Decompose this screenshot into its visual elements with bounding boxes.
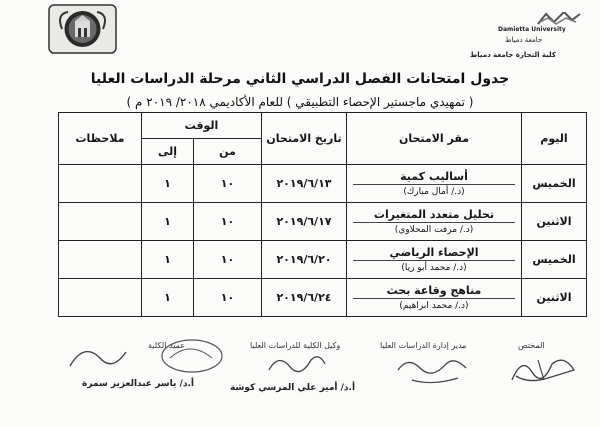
location-cell (347, 279, 522, 317)
subject-name: الإحصاء الرياضي (389, 245, 479, 259)
from-cell: ١٠ (194, 165, 262, 203)
university-seal-logo (48, 4, 117, 54)
table-row (59, 241, 587, 279)
notes-cell (59, 203, 142, 241)
header-date: تاريخ الامتحان (262, 113, 347, 165)
employee-title: المختص (518, 341, 545, 350)
to-cell: ١ (142, 203, 194, 241)
location-cell (347, 165, 522, 203)
from-cell: ١٠ (194, 241, 262, 279)
date-cell: ٢٠١٩/٦/٢٤ (262, 279, 347, 317)
subject-name: أساليب كمية (400, 169, 468, 183)
exam-schedule-table (58, 112, 587, 317)
from-cell: ١٠ (194, 203, 262, 241)
header-notes: ملاحظات (59, 113, 142, 165)
to-cell: ١ (142, 241, 194, 279)
vice-dean-signature (265, 350, 329, 380)
document-title: جدول امتحانات الفصل الدراسي الثاني مرحلة الدراسات العليا (90, 71, 510, 87)
date-cell: ٢٠١٩/٦/١٣ (262, 165, 347, 203)
to-cell: ١ (142, 279, 194, 317)
subject-name: مناهج وقاعة بحث (386, 283, 482, 297)
header-from: من (194, 139, 262, 165)
subject-name: تحليل متعدد المتغيرات (373, 207, 495, 221)
professor-name: (د./ محمد ابراهيم) (399, 300, 469, 311)
vice-dean-title: وكيل الكلية للدراسات العليا (250, 341, 341, 350)
header-time: الوقت (142, 113, 262, 139)
date-cell: ٢٠١٩/٦/١٧ (262, 203, 347, 241)
dean-title: عميد الكلية (148, 341, 185, 350)
university-name-arabic: جامعة دمياط (505, 36, 543, 44)
professor-name: (د./ أمال مبارك) (403, 186, 465, 197)
document-subtitle: ( تمهيدي ماجستير الإحصاء التطبيقي ) للعام الأكاديمي ٢٠١٨/ ٢٠١٩ م ) (126, 95, 474, 109)
table-row (59, 165, 587, 203)
date-cell: ٢٠١٩/٦/٢٠ (262, 241, 347, 279)
notes-cell (59, 279, 142, 317)
table-header-row (59, 113, 587, 139)
table-row (59, 203, 587, 241)
day-cell: الخميس (522, 165, 587, 203)
dean-signature-and-stamp (60, 336, 230, 384)
manager-title: مدير إدارة الدراسات العليا (380, 341, 467, 350)
from-cell: ١٠ (194, 279, 262, 317)
table-row (59, 279, 587, 317)
dean-name: أ.د/ ياسر عبدالعزيز سمرة (82, 379, 194, 389)
location-cell (347, 203, 522, 241)
to-cell: ١ (142, 165, 194, 203)
professor-name: (د./ مرفت المحلاوي) (394, 224, 474, 235)
header-to: إلى (142, 139, 194, 165)
faculty-name: كلية التجارة جامعة دمياط (470, 51, 556, 59)
header-location: مقر الامتحان (347, 113, 522, 165)
notes-cell (59, 165, 142, 203)
day-cell: الخميس (522, 241, 587, 279)
day-cell: الاثنين (522, 203, 587, 241)
day-cell: الاثنين (522, 279, 587, 317)
manager-signature (392, 352, 472, 388)
location-cell (347, 241, 522, 279)
header-day: اليوم (522, 113, 587, 165)
university-name-english: Damietta University (498, 26, 566, 33)
notes-cell (59, 241, 142, 279)
vice-dean-name: أ.د/ أمير علي المرسي كوشة (230, 383, 356, 393)
professor-name: (د./ محمد أبو ريا) (401, 262, 467, 273)
employee-signature (508, 350, 580, 388)
